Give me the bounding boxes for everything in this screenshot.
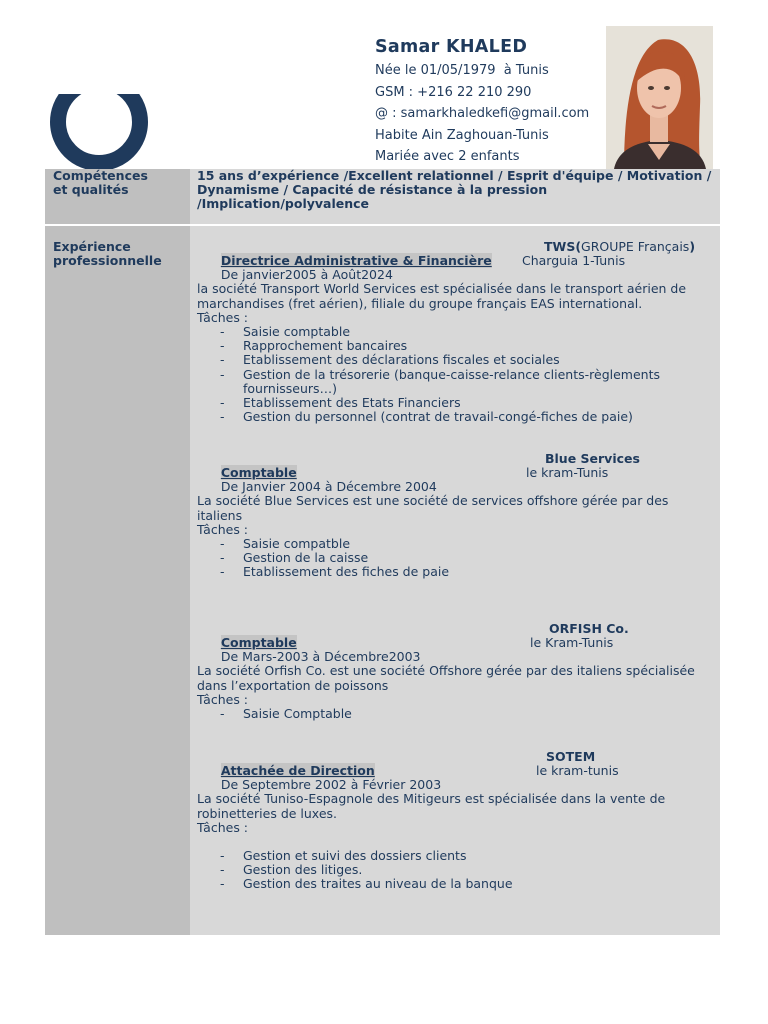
job-location: Charguia 1-Tunis [522, 253, 626, 269]
task-item: - Rapprochement bancaires [197, 339, 717, 353]
job-location: le kram-Tunis [526, 465, 609, 481]
task-item: - Gestion des traites au niveau de la banque [197, 877, 717, 891]
task-item: - Gestion de la trésorerie (banque-caisse-relance clients-règlements fournisseurs…) [197, 368, 717, 396]
birth-info: Née le 01/05/1979 à Tunis [375, 63, 549, 78]
experience-label: Expérience professionnelle [53, 239, 162, 268]
job-entry [197, 240, 717, 424]
candidate-name: Samar KHALED [375, 37, 528, 57]
task-item: - Saisie Comptable [197, 707, 717, 721]
job-period: De janvier2005 à Août2024 [220, 267, 393, 283]
job-title: Comptable [220, 465, 297, 481]
email-address[interactable]: @ : samarkhaledkefi@gmail.com [375, 106, 590, 121]
tasks-label: Tâches : [197, 309, 249, 325]
profile-photo [606, 26, 713, 169]
task-item: - Gestion de la caisse [197, 551, 717, 565]
tasks-label: Tâches : [197, 691, 249, 707]
job-title: Comptable [220, 635, 297, 651]
task-list [197, 325, 717, 424]
task-item: - Saisie comptable [197, 325, 717, 339]
contact-header [375, 36, 605, 168]
task-item: - Etablissement des déclarations fiscales et sociales [197, 353, 717, 367]
job-description: La société Blue Services est une société de services offshore gérée par des italiens [197, 493, 669, 523]
job-description: la société Transport World Services est spécialisée dans le transport aérien de marchandises (fret aérien), filiale du groupe français EAS international. [197, 281, 687, 311]
task-list [197, 849, 717, 892]
tasks-label: Tâches : [197, 819, 249, 835]
job-entry [197, 750, 717, 892]
job-company: SOTEM [546, 749, 596, 764]
task-item: - Etablissement des Etats Financiers [197, 396, 717, 410]
competences-label: Compétences et qualités [53, 168, 148, 197]
logo-ring [50, 94, 148, 170]
section-sidebar [45, 169, 190, 935]
job-entry [197, 452, 717, 580]
job-location: le Kram-Tunis [530, 635, 614, 651]
competences-text: 15 ans d’expérience /Excellent relationnel / Esprit d'équipe / Motivation / Dynamisme / Capacité de résistance à la pression /Implication/polyvalence [197, 168, 712, 211]
job-period: De Mars-2003 à Décembre2003 [220, 649, 421, 665]
job-company: TWS(GROUPE Français) [544, 239, 696, 254]
task-item: - Gestion du personnel (contrat de travail-congé-fiches de paie) [197, 410, 717, 424]
job-title: Directrice Administrative & Financière [220, 253, 492, 269]
residence-info: Habite Ain Zaghouan-Tunis [375, 127, 549, 143]
task-item: - Gestion et suivi des dossiers clients [197, 849, 717, 863]
task-list [197, 537, 717, 580]
task-item: - Etablissement des fiches de paie [197, 565, 717, 579]
phone-number: GSM : +216 22 210 290 [375, 84, 532, 100]
job-description: La société Orfish Co. est une société Offshore gérée par des italiens spécialisée dans l’exportation de poissons [197, 663, 695, 693]
job-company: Blue Services [545, 451, 640, 466]
job-period: De Janvier 2004 à Décembre 2004 [220, 479, 437, 495]
job-description: La société Tuniso-Espagnole des Mitigeurs est spécialisée dans la vente de robinetteries de luxes. [197, 791, 666, 821]
family-status: Mariée avec 2 enfants [375, 149, 520, 164]
task-item: - Gestion des litiges. [197, 863, 717, 877]
job-company: ORFISH Co. [549, 621, 629, 636]
section-divider [45, 224, 720, 226]
tasks-label: Tâches : [197, 521, 249, 537]
task-list [197, 707, 717, 721]
job-title: Attachée de Direction [220, 763, 375, 779]
job-location: le kram-tunis [536, 763, 619, 779]
job-period: De Septembre 2002 à Février 2003 [220, 777, 442, 793]
cv-body [45, 169, 720, 935]
task-item: - Saisie compatble [197, 537, 717, 551]
job-entry [197, 622, 717, 721]
